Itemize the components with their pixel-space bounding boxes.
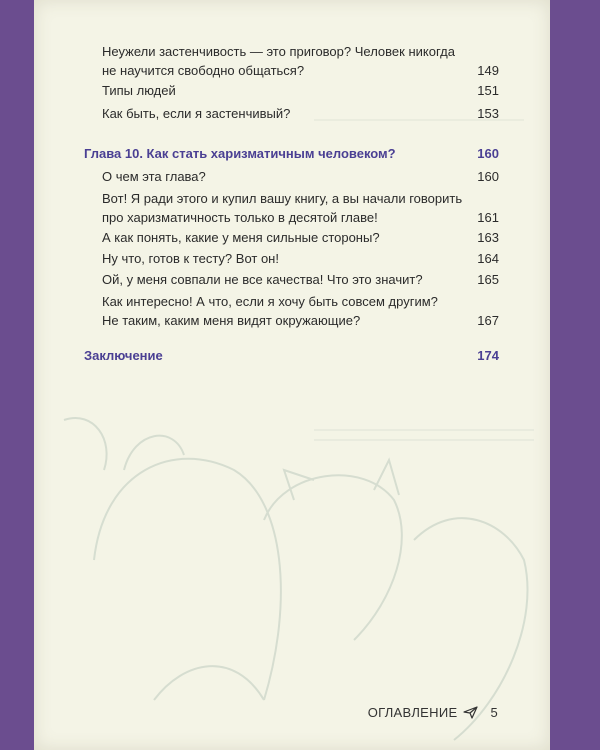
toc-conclusion[interactable] bbox=[84, 346, 499, 365]
toc-conclusion-page: 174 bbox=[477, 348, 499, 363]
toc-entry-page: 151 bbox=[477, 83, 499, 98]
toc-conclusion-title: Заключение bbox=[84, 348, 163, 363]
toc-entry-shyness-verdict[interactable] bbox=[102, 42, 499, 80]
toc-entry-title: Как интересно! А что, если я хочу быть совсем другим? Не таким, каким меня видят окружающие? bbox=[102, 294, 438, 328]
toc-entry-if-shy[interactable] bbox=[102, 104, 499, 123]
toc-entry-about-chapter[interactable] bbox=[102, 167, 499, 186]
footer-section-label: ОГЛАВЛЕНИЕ bbox=[367, 705, 458, 720]
toc-entry-title: Ну что, готов к тесту? Вот он! bbox=[102, 251, 279, 266]
toc-entry-qualities[interactable] bbox=[102, 270, 499, 289]
toc-entry-bought-book[interactable] bbox=[102, 189, 499, 227]
toc-entry-title: Ой, у меня совпали не все качества! Что это значит? bbox=[102, 272, 423, 287]
toc-entry-page: 153 bbox=[477, 106, 499, 121]
table-of-contents bbox=[34, 0, 550, 750]
toc-entry-page: 165 bbox=[477, 272, 499, 287]
toc-entry-title: А как понять, какие у меня сильные стороны? bbox=[102, 230, 380, 245]
toc-entry-title: Как быть, если я застенчивый? bbox=[102, 106, 291, 121]
page-footer bbox=[368, 705, 498, 720]
toc-chapter-title: Глава 10. Как стать харизматичным человеком? bbox=[84, 146, 396, 161]
toc-entry-title: Неужели застенчивость — это приговор? Человек никогда не научится свободно общаться? bbox=[102, 44, 455, 78]
page-number: 5 bbox=[490, 705, 498, 720]
toc-chapter-10[interactable] bbox=[84, 144, 499, 163]
toc-entry-title: Вот! Я ради этого и купил вашу книгу, а вы начали говорить про харизматичность только в десятой главе! bbox=[102, 191, 463, 225]
toc-entry-strengths[interactable] bbox=[102, 228, 499, 247]
toc-entry-test[interactable] bbox=[102, 249, 499, 268]
toc-entry-people-types[interactable] bbox=[102, 81, 499, 100]
book-page bbox=[34, 0, 550, 750]
toc-entry-be-different[interactable] bbox=[102, 292, 499, 330]
toc-entry-title: О чем эта глава? bbox=[102, 169, 206, 184]
toc-entry-page: 167 bbox=[477, 313, 499, 328]
paper-plane-icon bbox=[463, 706, 478, 719]
toc-chapter-page: 160 bbox=[477, 146, 499, 161]
toc-entry-page: 164 bbox=[477, 251, 499, 266]
toc-entry-page: 149 bbox=[477, 63, 499, 78]
toc-entry-page: 161 bbox=[477, 210, 499, 225]
toc-entry-page: 160 bbox=[477, 169, 499, 184]
toc-entry-title: Типы людей bbox=[102, 83, 176, 98]
toc-entry-page: 163 bbox=[477, 230, 499, 245]
